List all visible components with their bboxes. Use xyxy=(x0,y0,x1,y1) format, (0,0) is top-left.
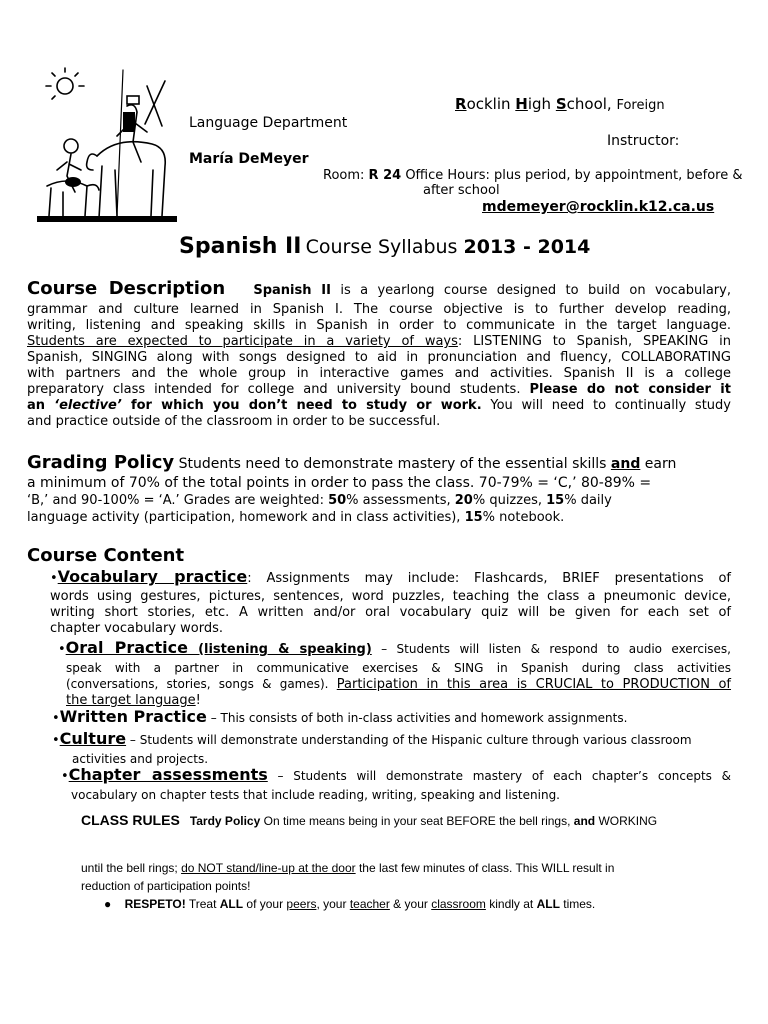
vocab-line-4: chapter vocabulary words. xyxy=(50,621,224,636)
desc-line-7: preparatory class intended for college and university bound students. Please do not consider it xyxy=(27,382,731,397)
grading-line-3: ‘B,’ and 90-100% = ‘A.’ Grades are weighted: 50% assessments, 20% quizzes, 15% daily xyxy=(27,493,612,508)
oral-practice-item xyxy=(58,638,731,709)
grading-line-2: a minimum of 70% of the total points in order to pass the class. 70-79% = ‘C,’ 80-89% = xyxy=(27,475,652,491)
course-description-heading: Course Description xyxy=(27,278,226,299)
vocab-title: Vocabulary practice xyxy=(57,567,248,586)
class-rules-heading: CLASS RULES xyxy=(81,812,180,828)
rules-line-1: CLASS RULES Tardy Policy On time means being in your seat BEFORE the bell rings, and WORKING xyxy=(81,812,658,828)
culture-line-1: •Culture – Students will demonstrate understanding of the Hispanic culture through various classroom xyxy=(52,729,692,748)
oral-line-4: the target language! xyxy=(66,693,201,708)
course-description-section xyxy=(27,278,731,430)
vocab-line-2: words using gestures, pictures, sentences, word puzzles, teaching the class a pneumonic device, xyxy=(50,589,731,604)
desc-line-5: Spanish, SINGING along with songs designed to aid in pronunciation and fluency, COLLABORATING xyxy=(27,350,731,365)
vocab-line-3: writing short stories, etc. A written and/or oral vocabulary quiz will be given for each set of xyxy=(50,605,731,620)
rules-line-3: reduction of participation points! xyxy=(81,879,251,893)
culture-line-2: activities and projects. xyxy=(72,752,209,766)
vocab-line-1: •Vocabulary practice: Assignments may include: Flashcards, BRIEF presentations of xyxy=(50,567,731,586)
bullet-icon: • xyxy=(50,571,58,586)
room-hours-cont: after school xyxy=(423,183,500,198)
instructor-label: Instructor: xyxy=(607,133,680,149)
oral-line-3: (conversations, stories, songs & games). Participation in this area is CRUCIAL to PRODUCTION of xyxy=(66,677,732,692)
page-title: Spanish II Course Syllabus 2013 - 2014 xyxy=(179,234,591,259)
desc-line-1: Course Description Spanish II is a yearlong course designed to build on vocabulary, xyxy=(27,278,731,299)
vocabulary-item xyxy=(50,567,731,637)
bullet-icon: • xyxy=(52,711,60,726)
bullet-icon: • xyxy=(52,733,60,748)
grading-line-1: Grading Policy Students need to demonstrate mastery of the essential skills and earn xyxy=(27,452,677,473)
rules-line-2: until the bell rings; do NOT stand/line-up at the door the last few minutes of class. This WILL result in xyxy=(81,861,615,875)
room-hours: Room: R 24 Office Hours: plus period, by appointment, before & xyxy=(323,168,743,183)
rules-item-respeto: ● RESPETO! Treat ALL of your peers, your teacher & your classroom kindly at ALL times. xyxy=(104,897,596,911)
written-practice-item: •Written Practice – This consists of both in-class activities and homework assignments. xyxy=(52,707,628,726)
school-name: Rocklin High School, Foreign xyxy=(455,95,665,113)
department: Language Department xyxy=(189,115,348,131)
chapter-line-1: •Chapter assessments – Students will demonstrate mastery of each chapter’s concepts & xyxy=(61,765,732,784)
don-quixote-sketch-image xyxy=(27,66,187,226)
oral-line-1: •Oral Practice (listening & speaking) – Students will listen & respond to audio exercises, xyxy=(58,638,731,657)
bullet-dot-icon: ● xyxy=(104,897,112,911)
desc-line-3: writing, listening and speaking skills in Spanish in order to communicate in the target language. xyxy=(27,318,731,333)
grading-policy-heading: Grading Policy xyxy=(27,452,175,473)
desc-line-4: Students are expected to participate in a variety of ways: LISTENING to Spanish, SPEAKING in xyxy=(27,334,731,349)
grading-line-4: language activity (participation, homework and in class activities), 15% notebook. xyxy=(27,510,565,525)
desc-line-8: an ‘elective’ for which you don’t need to study or work. You will need to continually study xyxy=(27,398,731,413)
desc-line-9: and practice outside of the classroom in order to be successful. xyxy=(27,414,441,429)
course-content-heading: Course Content xyxy=(27,545,185,566)
desc-line-2: grammar and culture learned in Spanish I. The course objective is to further develop reading, xyxy=(27,302,731,317)
chapter-assessments-item xyxy=(61,765,731,803)
bullet-icon: • xyxy=(58,642,66,657)
email-link[interactable]: mdemeyer@rocklin.k12.ca.us xyxy=(482,199,715,215)
bullet-icon: • xyxy=(61,769,69,784)
instructor-name: María DeMeyer xyxy=(189,151,309,167)
culture-item xyxy=(52,729,731,767)
grading-policy-section xyxy=(27,452,731,526)
oral-line-2: speak with a partner in communicative exercises & SING in Spanish during class activities xyxy=(66,661,731,675)
chapter-line-2: vocabulary on chapter tests that include reading, writing, speaking and listening. xyxy=(71,788,560,802)
desc-line-6: with partners and the whole group in interactive games and activities. Spanish II is a college xyxy=(27,366,731,381)
